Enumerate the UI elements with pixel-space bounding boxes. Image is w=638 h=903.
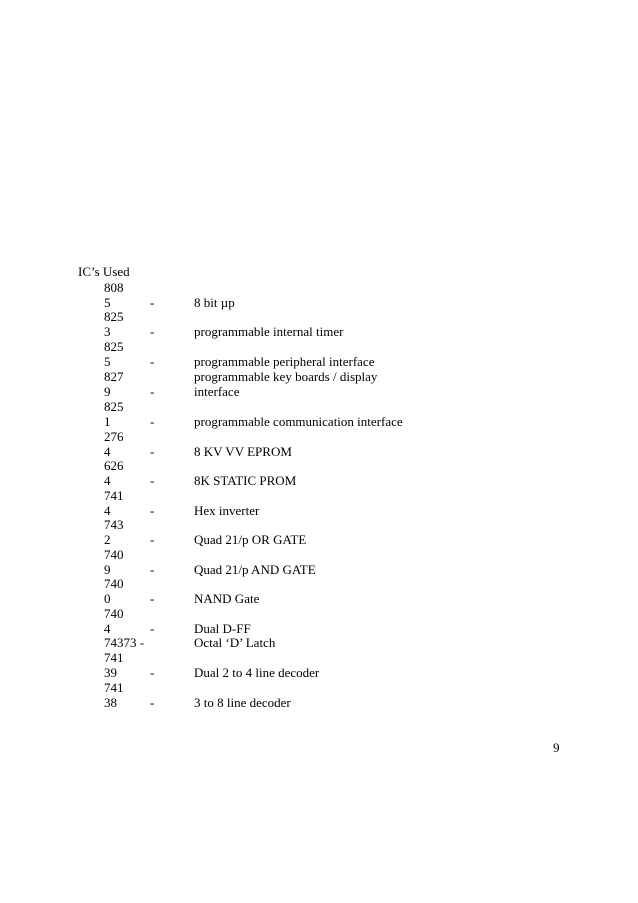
page-number: 9 (553, 740, 560, 755)
part-number-bottom: 4 (104, 621, 111, 636)
ic-description: programmable key boards / display (194, 369, 378, 384)
ic-description: Dual 2 to 4 line decoder (194, 665, 320, 680)
ic-description: Octal ‘D’ Latch (194, 635, 276, 650)
part-number-bottom: 74373 - (104, 635, 145, 650)
part-number-top: 626 (104, 458, 124, 473)
part-number-top: 276 (104, 429, 124, 444)
ic-description: Quad 21/p OR GATE (194, 532, 307, 547)
part-number-bottom: 9 (104, 384, 111, 399)
ic-description: programmable internal timer (194, 324, 344, 339)
part-number-top: 825 (104, 309, 124, 324)
part-number-bottom: 38 (104, 695, 117, 710)
ic-description: programmable peripheral interface (194, 354, 375, 369)
part-number-bottom: 4 (104, 503, 111, 518)
part-number-bottom: 3 (104, 324, 111, 339)
part-number-top: 825 (104, 399, 124, 414)
separator-dash: - (150, 324, 155, 339)
separator-dash: - (150, 665, 155, 680)
ic-description: programmable communication interface (194, 414, 403, 429)
ic-description: NAND Gate (194, 591, 260, 606)
part-number-top: 825 (104, 339, 124, 354)
part-number-bottom: 0 (104, 591, 111, 606)
separator-dash: - (150, 473, 155, 488)
ic-description: Dual D-FF (194, 621, 251, 636)
separator-dash: - (150, 414, 155, 429)
separator-dash: - (150, 444, 155, 459)
part-number-bottom: 1 (104, 414, 111, 429)
part-number-bottom: 5 (104, 295, 111, 310)
separator-dash: - (150, 354, 155, 369)
part-number-bottom: 4 (104, 473, 111, 488)
separator-dash: - (150, 695, 155, 710)
separator-dash: - (150, 621, 155, 636)
ic-description: 8K STATIC PROM (194, 473, 297, 488)
ic-description: Quad 21/p AND GATE (194, 562, 316, 577)
separator-dash: - (150, 384, 155, 399)
ic-description: Hex inverter (194, 503, 260, 518)
part-number-top: 808 (104, 280, 124, 295)
part-number-bottom: 5 (104, 354, 111, 369)
separator-dash: - (150, 295, 155, 310)
part-number-bottom: 4 (104, 444, 111, 459)
part-number-bottom: 9 (104, 562, 111, 577)
part-number-top: 740 (104, 606, 124, 621)
separator-dash: - (150, 562, 155, 577)
part-number-top: 740 (104, 547, 124, 562)
ic-description-continued: interface (194, 384, 240, 399)
ic-description: 3 to 8 line decoder (194, 695, 291, 710)
separator-dash: - (150, 503, 155, 518)
separator-dash: - (150, 532, 155, 547)
part-number-top: 743 (104, 517, 124, 532)
part-number-bottom: 2 (104, 532, 111, 547)
separator-dash: - (150, 591, 155, 606)
section-heading: IC’s Used (78, 264, 130, 279)
part-number-bottom: 39 (104, 665, 117, 680)
part-number-top: 741 (104, 680, 124, 695)
part-number-top: 827 (104, 369, 124, 384)
part-number-top: 741 (104, 488, 124, 503)
ic-description: 8 bit µp (194, 295, 235, 310)
part-number-top: 740 (104, 576, 124, 591)
ic-description: 8 KV VV EPROM (194, 444, 292, 459)
part-number-top: 741 (104, 650, 124, 665)
